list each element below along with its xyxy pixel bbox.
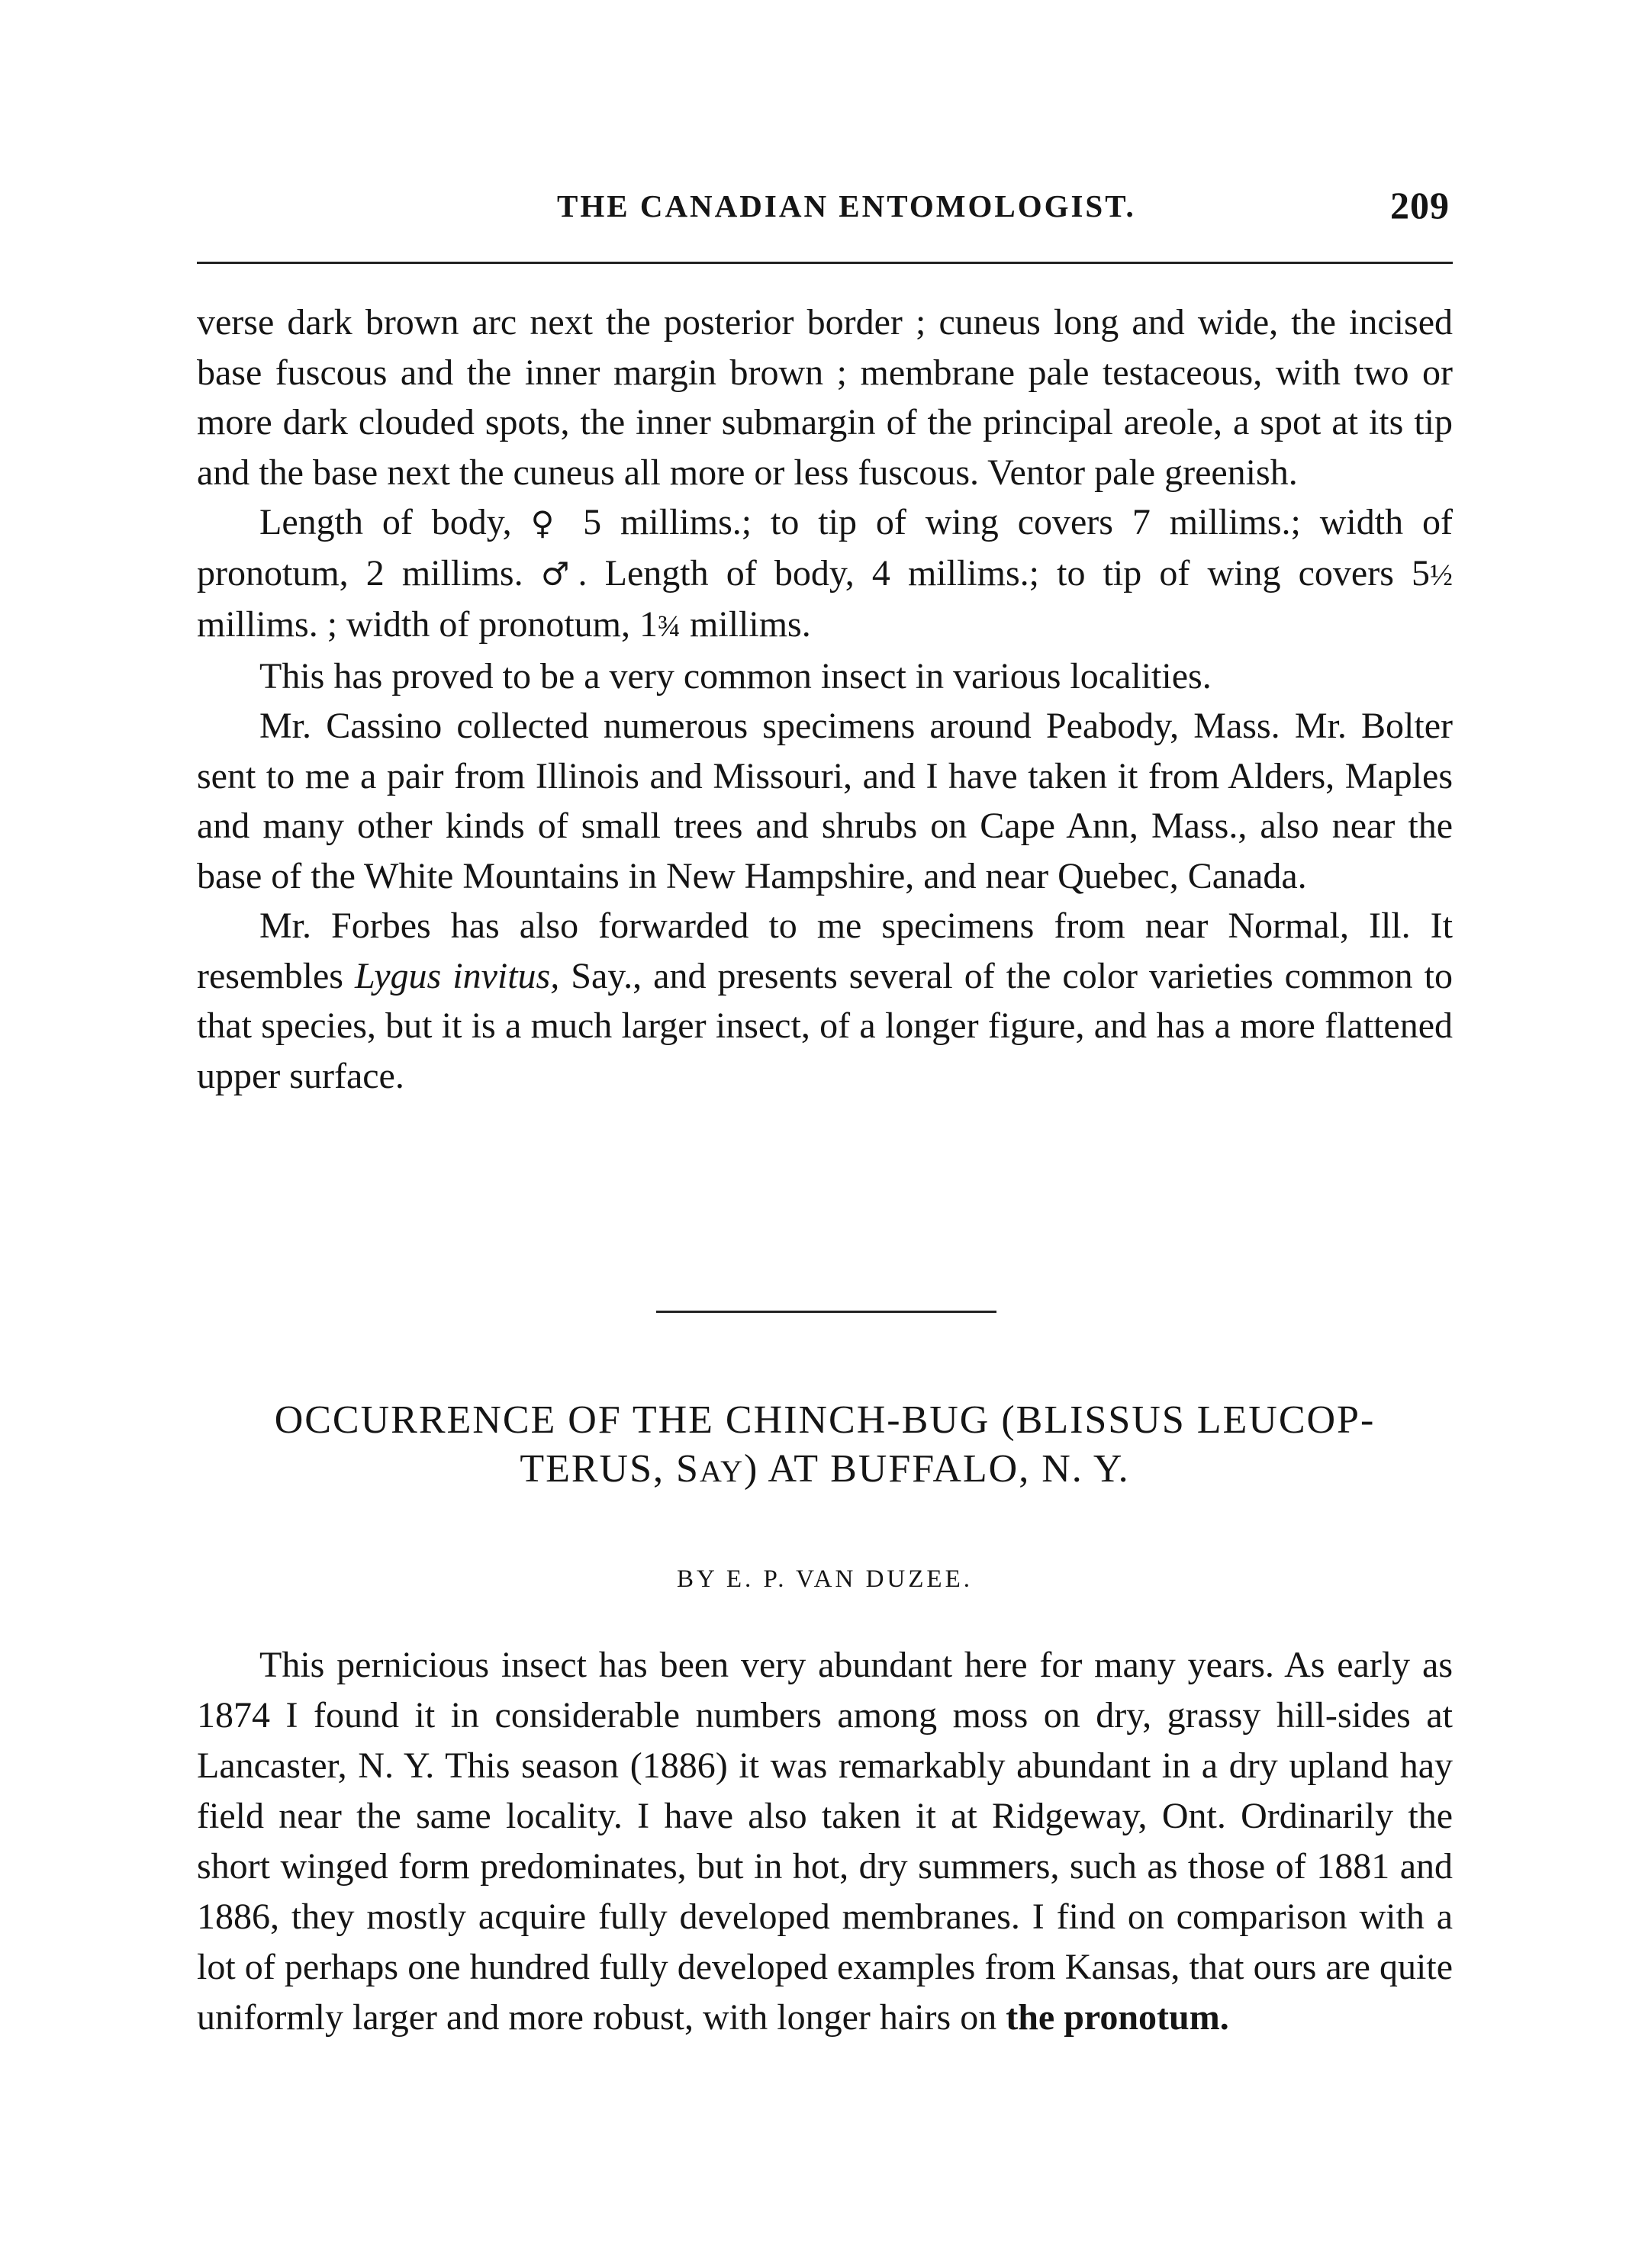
running-title: THE CANADIAN ENTOMOLOGIST.: [557, 188, 1136, 224]
header-rule: [197, 262, 1453, 264]
measurement-text: millims.: [690, 604, 811, 645]
measurements-paragraph: [197, 497, 1453, 651]
title-say-smallcaps: AY: [699, 1454, 745, 1488]
article-text: This pernicious insect has been very abundant here for many years. As early as 1874 I found it in considerable numbers among moss on dry, grassy hill-sides at Lancaster, N. Y. This season (1886) it was remarkably abundant in a dry upland hay field near the same locality. I have also taken it at Ridgeway, Ont. Ordinarily the short winged form predominates, but in hot, dry summers, such as those of 1881 and 1886, they mostly acquire fully developed membranes. I find on comparison with a lot of perhaps one hundred fully developed examples from Kansas, that ours are quite uniformly larger and more robust, with longer hairs on: [197, 1645, 1453, 2038]
article-title: [197, 1396, 1453, 1496]
fraction-three-quarters: ¾: [658, 609, 681, 643]
female-symbol: ♀: [530, 504, 565, 542]
page-number: 209: [1390, 184, 1450, 227]
section-divider: [656, 1311, 996, 1313]
byline: BY E. P. VAN DUZEE.: [676, 1565, 973, 1593]
fraction-half: ½: [1430, 557, 1454, 592]
description-paragraph: verse dark brown arc next the posterior border ; cuneus long and wide, the incised base fuscous and the inner margin brown ; membrane pale testaceous, with two or more dark clouded spots, the inner submargin of the principal areole, a spot at its tip and the base next the cuneus all more or less fuscous. Ventor pale greenish.: [197, 302, 1453, 493]
title-line-1: OCCURRENCE OF THE CHINCH-BUG (BLISSUS LEUCOP-: [274, 1398, 1376, 1442]
species-name-italic: Lygus invitus,: [354, 955, 560, 996]
article-text-end: the pronotum.: [1006, 1997, 1229, 2038]
measurement-text: . Length of body, 4 millims.; to tip of wing covers 5: [578, 552, 1431, 594]
commonness-paragraph: This has proved to be a very common insect in various localities.: [259, 655, 1212, 696]
comparison-paragraph: [197, 901, 1453, 1101]
title-text: ) AT BUFFALO, N. Y.: [744, 1447, 1130, 1491]
species-description-continuation: [197, 298, 1453, 1101]
male-symbol: ♂: [540, 555, 578, 593]
title-say-initial: S: [676, 1447, 700, 1491]
measurement-text: Length of body,: [259, 502, 512, 542]
title-line-2: [197, 1445, 1453, 1496]
comparison-text: Say., and presents several of the color varieties common to that species, but it is a much larger insect, of a longer figure, and has a more flattened upper surface.: [197, 955, 1454, 1096]
article-body: [197, 1640, 1453, 2043]
article-paragraph: [197, 1640, 1453, 2043]
measurement-text: millims. ; width of pronotum, 1: [197, 604, 658, 645]
title-text: TERUS,: [520, 1447, 665, 1491]
measurement-text: 5 millims.; to tip of wing covers 7 millims.; width of pronotum, 2 millims.: [197, 502, 1453, 594]
localities-paragraph: Mr. Cassino collected numerous specimens around Peabody, Mass. Mr. Bolter sent to me a pair from Illinois and Missouri, and I have taken it from Alders, Maples and many other kinds of small trees and shrubs on Cape Ann, Mass., also near the base of the White Mountains in New Hampshire, and near Quebec, Canada.: [197, 706, 1453, 896]
comparison-text: Mr. Forbes has also forwarded to me specimens from near Normal, Ill. It resembles: [197, 906, 1453, 996]
